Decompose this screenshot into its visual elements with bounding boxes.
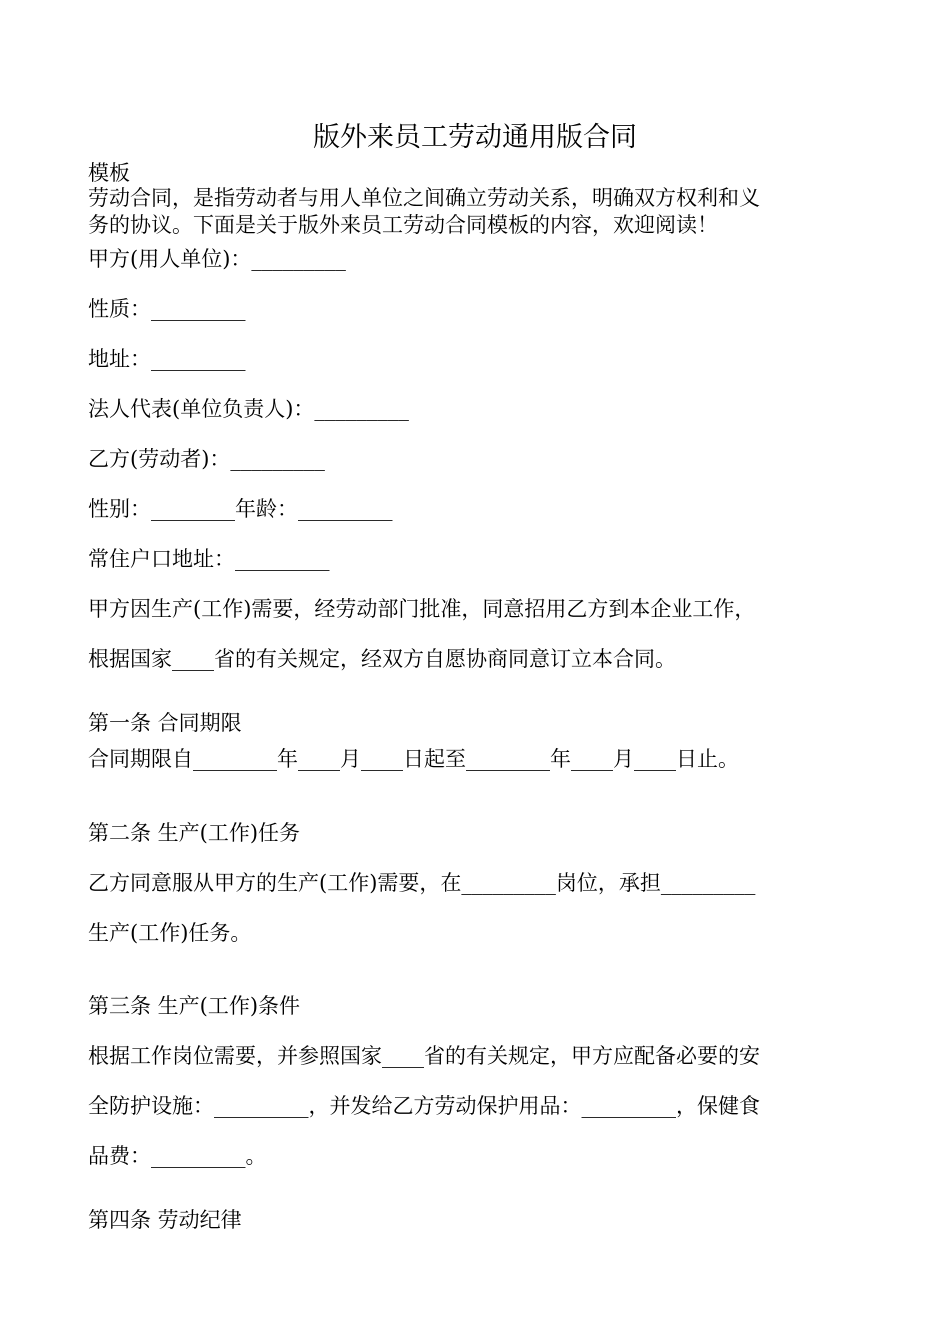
preamble-line-2: 根据国家____省的有关规定，经双方自愿协商同意订立本合同。 bbox=[88, 647, 676, 671]
party-a-name-field: 甲方(用人单位)：_________ bbox=[88, 247, 346, 271]
party-b-gender-age-field: 性别：________年龄：_________ bbox=[88, 497, 393, 521]
article-3-body-line-1: 根据工作岗位需要，并参照国家____省的有关规定，甲方应配备必要的安 bbox=[88, 1044, 760, 1068]
article-4-heading: 第四条 劳动纪律 bbox=[88, 1208, 242, 1232]
party-a-nature-field: 性质：_________ bbox=[88, 297, 246, 321]
party-b-name-field: 乙方(劳动者)：_________ bbox=[88, 447, 325, 471]
document-subtitle: 模板 bbox=[88, 161, 130, 185]
document-title: 版外来员工劳动通用版合同 bbox=[313, 122, 637, 153]
party-a-representative-field: 法人代表(单位负责人)：_________ bbox=[88, 397, 409, 421]
preamble-line-1: 甲方因生产(工作)需要，经劳动部门批准，同意招用乙方到本企业工作， bbox=[88, 597, 756, 621]
article-2-heading: 第二条 生产(工作)任务 bbox=[88, 821, 301, 845]
article-2-body-line-1: 乙方同意服从甲方的生产(工作)需要，在_________岗位，承担_________ bbox=[88, 871, 756, 895]
article-2-body-line-2: 生产(工作)任务。 bbox=[88, 921, 252, 945]
article-3-body-line-3: 品费：_________。 bbox=[88, 1144, 267, 1168]
intro-line-2: 务的协议。下面是关于版外来员工劳动合同模板的内容，欢迎阅读！ bbox=[88, 213, 718, 237]
intro-line-1: 劳动合同，是指劳动者与用人单位之间确立劳动关系，明确双方权利和义 bbox=[88, 186, 760, 210]
article-3-body-line-2: 全防护设施：_________，并发给乙方劳动保护用品：_________，保健食 bbox=[88, 1094, 760, 1118]
article-1-heading: 第一条 合同期限 bbox=[88, 711, 242, 735]
article-1-body: 合同期限自________年____月____日起至________年____月____日止。 bbox=[88, 747, 739, 771]
party-b-address-field: 常住户口地址：_________ bbox=[88, 547, 330, 571]
party-a-address-field: 地址：_________ bbox=[88, 347, 246, 371]
article-3-heading: 第三条 生产(工作)条件 bbox=[88, 994, 301, 1018]
